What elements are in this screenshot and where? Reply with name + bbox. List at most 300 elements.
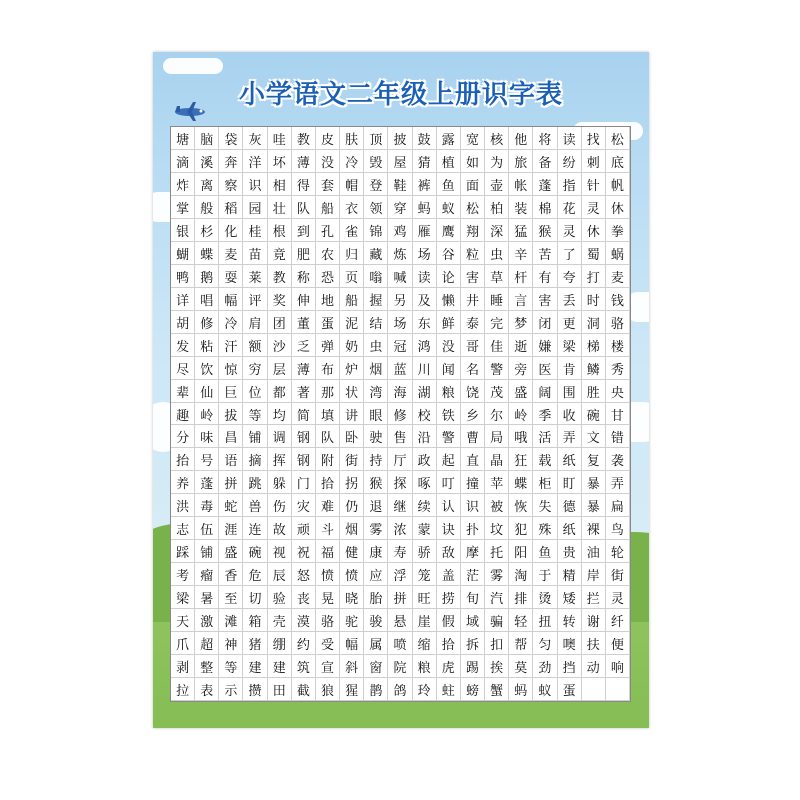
character: 场 — [417, 247, 431, 263]
character: 哇 — [272, 133, 286, 148]
character: 哥 — [465, 339, 479, 355]
character: 谷 — [441, 247, 455, 263]
character: 盛 — [224, 546, 238, 562]
character-cell — [171, 517, 195, 540]
character-cell — [171, 471, 195, 494]
character: 验 — [272, 592, 286, 608]
character: 拐 — [345, 477, 359, 493]
character-cell — [292, 196, 316, 219]
airplane-icon — [173, 100, 207, 122]
character: 厅 — [393, 454, 407, 470]
character: 驶 — [369, 431, 383, 447]
character-cell — [219, 219, 243, 242]
character-cell — [485, 403, 509, 426]
character-cell — [292, 632, 316, 655]
character-cell — [388, 357, 412, 380]
character: 伸 — [296, 293, 310, 309]
character-cell — [509, 288, 533, 311]
character-cell — [171, 311, 195, 334]
character-cell — [437, 448, 461, 471]
character-cell — [533, 403, 557, 426]
character: 岭 — [200, 408, 214, 424]
character-cell — [509, 311, 533, 334]
character: 攒 — [248, 684, 262, 700]
character: 健 — [345, 546, 359, 562]
character: 藏 — [369, 247, 383, 263]
character-cell — [388, 425, 412, 448]
character: 没 — [441, 339, 455, 355]
character-cell — [533, 540, 557, 563]
character: 校 — [417, 408, 431, 424]
character-cell — [413, 403, 437, 426]
character-cell — [485, 380, 509, 403]
character: 退 — [369, 500, 383, 516]
character-cell — [219, 632, 243, 655]
character-cell — [171, 586, 195, 609]
character: 卧 — [345, 431, 359, 447]
character: 休 — [610, 201, 624, 217]
character: 麦 — [224, 247, 238, 263]
character-cell — [340, 609, 364, 632]
character: 为 — [490, 155, 504, 171]
character-cell — [316, 448, 340, 471]
character: 蓬 — [200, 477, 214, 493]
character: 暴 — [586, 500, 600, 516]
character-cell — [388, 586, 412, 609]
character-cell — [485, 540, 509, 563]
character-cell — [606, 425, 630, 448]
character-cell — [558, 403, 582, 426]
character-cell — [461, 655, 485, 678]
character-cell — [388, 678, 412, 701]
character: 胎 — [369, 592, 383, 608]
character: 盖 — [441, 569, 455, 585]
character-cell — [364, 609, 388, 632]
character-cell — [195, 403, 219, 426]
character: 蜀 — [586, 247, 600, 263]
character: 受 — [321, 638, 335, 654]
character: 表 — [200, 684, 214, 700]
character: 至 — [224, 592, 238, 608]
character: 拳 — [610, 224, 624, 240]
character-cell — [292, 242, 316, 265]
character-cell — [292, 173, 316, 196]
character-cell — [582, 288, 606, 311]
character: 讲 — [345, 408, 359, 424]
character: 宽 — [465, 133, 479, 148]
character-cell — [243, 196, 267, 219]
character-cell — [509, 586, 533, 609]
character: 蝶 — [514, 477, 528, 493]
character: 猴 — [369, 477, 383, 493]
character-cell — [509, 448, 533, 471]
character-cell — [316, 609, 340, 632]
character-cell — [268, 471, 292, 494]
character: 街 — [345, 454, 359, 470]
character: 诀 — [441, 523, 455, 539]
character: 胜 — [586, 385, 600, 401]
character: 鸡 — [393, 224, 407, 240]
character: 暑 — [200, 592, 214, 608]
character-cell — [558, 127, 582, 150]
character-cell — [195, 357, 219, 380]
character: 修 — [200, 316, 214, 332]
poster — [153, 52, 649, 728]
character-cell — [485, 494, 509, 517]
character-cell — [558, 334, 582, 357]
character: 曹 — [465, 431, 479, 447]
character: 蒙 — [417, 523, 431, 539]
character: 肯 — [562, 362, 576, 378]
character-cell — [437, 196, 461, 219]
character-cell — [316, 563, 340, 586]
character-cell — [461, 357, 485, 380]
character: 敌 — [441, 546, 455, 562]
character: 养 — [176, 477, 190, 493]
character: 般 — [200, 201, 214, 217]
character: 那 — [321, 385, 335, 401]
character-cell — [171, 219, 195, 242]
character-cell — [243, 586, 267, 609]
character-cell — [268, 448, 292, 471]
character-cell — [606, 219, 630, 242]
character-cell — [243, 311, 267, 334]
character-cell — [606, 311, 630, 334]
character: 及 — [417, 293, 431, 309]
character-cell — [268, 609, 292, 632]
character-cell — [219, 563, 243, 586]
character: 蓝 — [393, 362, 407, 378]
character-cell — [171, 242, 195, 265]
character-cell — [388, 265, 412, 288]
character-cell — [388, 242, 412, 265]
character-cell — [388, 403, 412, 426]
character-cell — [509, 540, 533, 563]
character: 狼 — [321, 684, 335, 700]
character-cell — [388, 494, 412, 517]
character-cell — [485, 632, 509, 655]
character-grid — [170, 126, 631, 702]
character: 政 — [417, 454, 431, 470]
character-cell — [364, 219, 388, 242]
character: 阳 — [514, 546, 528, 562]
character: 雾 — [369, 523, 383, 539]
character: 松 — [465, 201, 479, 217]
character-cell — [461, 425, 485, 448]
character-cell — [171, 334, 195, 357]
character: 骆 — [321, 615, 335, 631]
character: 教 — [296, 133, 310, 148]
character-cell — [292, 494, 316, 517]
character-cell — [219, 127, 243, 150]
character: 起 — [441, 454, 455, 470]
character: 调 — [272, 431, 286, 447]
character-cell — [171, 173, 195, 196]
character-cell — [461, 242, 485, 265]
character: 切 — [248, 592, 262, 608]
character: 坏 — [272, 155, 286, 171]
character: 耍 — [224, 270, 238, 286]
character-cell — [533, 609, 557, 632]
character-cell — [364, 632, 388, 655]
character: 盯 — [562, 477, 576, 493]
character: 斜 — [345, 661, 359, 677]
character: 秀 — [610, 362, 624, 378]
character-cell — [219, 425, 243, 448]
character-cell — [606, 288, 630, 311]
character: 碗 — [586, 408, 600, 424]
character: 涯 — [224, 523, 238, 539]
character: 尽 — [176, 362, 190, 378]
character-cell — [268, 311, 292, 334]
character: 弹 — [321, 339, 335, 355]
character: 蝴 — [176, 247, 190, 263]
character: 董 — [296, 316, 310, 332]
character: 局 — [490, 431, 504, 447]
character-cell — [316, 127, 340, 150]
character-cell — [413, 173, 437, 196]
character: 帽 — [345, 178, 359, 194]
character-cell — [509, 219, 533, 242]
character-cell — [582, 127, 606, 150]
character: 溪 — [200, 155, 214, 171]
character-cell — [413, 196, 437, 219]
character: 锦 — [369, 224, 383, 240]
character: 湖 — [417, 385, 431, 401]
character: 骗 — [490, 615, 504, 631]
character: 匀 — [538, 638, 552, 654]
character: 炼 — [393, 247, 407, 263]
character: 离 — [200, 178, 214, 194]
character: 弄 — [610, 477, 624, 493]
character: 梁 — [562, 339, 576, 355]
character: 船 — [345, 293, 359, 309]
character: 领 — [369, 201, 383, 217]
character-cell — [437, 173, 461, 196]
character: 有 — [538, 270, 552, 286]
character: 继 — [393, 500, 407, 516]
character-cell — [533, 517, 557, 540]
character-cell — [606, 380, 630, 403]
character: 猜 — [417, 155, 431, 171]
character-cell — [558, 540, 582, 563]
character: 箱 — [248, 615, 262, 631]
character-cell — [219, 540, 243, 563]
character-cell — [195, 242, 219, 265]
character-cell — [509, 150, 533, 173]
character-cell — [340, 334, 364, 357]
character: 奖 — [272, 293, 286, 309]
character: 地 — [321, 293, 335, 309]
character-cell — [243, 357, 267, 380]
character: 莫 — [514, 661, 528, 677]
character-cell — [485, 150, 509, 173]
character: 整 — [200, 661, 214, 677]
character-cell — [413, 242, 437, 265]
character-cell — [340, 655, 364, 678]
character: 睡 — [490, 293, 504, 309]
character: 壶 — [490, 178, 504, 194]
character-cell — [268, 127, 292, 150]
character-cell — [316, 632, 340, 655]
character-cell — [340, 150, 364, 173]
character: 裸 — [586, 523, 600, 539]
character-cell — [268, 242, 292, 265]
character: 示 — [224, 684, 238, 700]
character-cell — [268, 517, 292, 540]
character: 袭 — [610, 454, 624, 470]
character-cell — [413, 150, 437, 173]
character: 帮 — [514, 638, 528, 654]
character: 肩 — [248, 316, 262, 332]
character-cell — [292, 563, 316, 586]
character-cell — [606, 127, 630, 150]
character: 帆 — [610, 178, 624, 194]
character-cell — [582, 586, 606, 609]
character-cell — [606, 494, 630, 517]
character-cell — [582, 219, 606, 242]
character-cell — [533, 173, 557, 196]
character: 鸿 — [417, 339, 431, 355]
character: 猩 — [345, 684, 359, 700]
character: 语 — [224, 454, 238, 470]
character: 碗 — [248, 546, 262, 562]
character-cell — [606, 150, 630, 173]
character: 建 — [248, 661, 262, 677]
character: 悬 — [393, 615, 407, 631]
character-cell — [316, 517, 340, 540]
character: 矮 — [562, 592, 576, 608]
character: 轮 — [610, 546, 624, 562]
character-cell — [461, 196, 485, 219]
character-cell — [533, 632, 557, 655]
character: 钢 — [296, 431, 310, 447]
character: 洞 — [586, 316, 600, 332]
character-cell — [292, 448, 316, 471]
character-cell — [437, 655, 461, 678]
character-cell — [364, 265, 388, 288]
character: 猛 — [514, 224, 528, 240]
character-cell — [268, 150, 292, 173]
character: 脑 — [200, 133, 214, 148]
character: 昌 — [224, 431, 238, 447]
character: 找 — [586, 133, 600, 148]
character-cell — [219, 609, 243, 632]
character: 鞋 — [393, 178, 407, 194]
character: 宣 — [321, 661, 335, 677]
character: 瘤 — [200, 569, 214, 585]
character: 认 — [441, 500, 455, 516]
character-cell — [437, 403, 461, 426]
character: 柏 — [490, 201, 504, 217]
character-cell — [243, 403, 267, 426]
character: 套 — [321, 178, 335, 194]
character: 沙 — [272, 339, 286, 355]
character: 拆 — [465, 638, 479, 654]
character-cell — [292, 219, 316, 242]
character: 淘 — [514, 569, 528, 585]
character: 乡 — [465, 408, 479, 424]
character: 号 — [200, 454, 214, 470]
character: 躲 — [272, 477, 286, 493]
character: 蟹 — [490, 684, 504, 700]
character: 洋 — [248, 155, 262, 171]
character: 喷 — [393, 638, 407, 654]
character-cell — [582, 242, 606, 265]
character: 蛋 — [562, 684, 576, 700]
character: 核 — [490, 133, 504, 148]
character-cell — [388, 150, 412, 173]
character: 辛 — [514, 247, 528, 263]
character: 旬 — [465, 592, 479, 608]
character: 捞 — [441, 592, 455, 608]
character-cell — [292, 403, 316, 426]
character: 佳 — [490, 339, 504, 355]
character-cell — [413, 563, 437, 586]
character: 探 — [393, 477, 407, 493]
character-cell — [388, 311, 412, 334]
character: 叮 — [441, 477, 455, 493]
character: 化 — [224, 224, 238, 240]
character: 草 — [490, 270, 504, 286]
character-cell — [461, 471, 485, 494]
character-cell — [219, 357, 243, 380]
character: 晓 — [345, 592, 359, 608]
character: 铁 — [441, 408, 455, 424]
character: 著 — [296, 385, 310, 401]
character: 季 — [538, 408, 552, 424]
character: 层 — [272, 362, 286, 378]
character-cell — [558, 173, 582, 196]
character-cell — [340, 563, 364, 586]
character: 阔 — [538, 385, 552, 401]
character: 恢 — [514, 500, 528, 516]
character: 坟 — [490, 523, 504, 539]
character-cell — [268, 563, 292, 586]
character: 衣 — [345, 201, 359, 217]
character: 蛋 — [321, 316, 335, 332]
character-cell — [364, 655, 388, 678]
character-cell — [195, 150, 219, 173]
character: 称 — [296, 270, 310, 286]
character-cell — [292, 334, 316, 357]
character-cell — [437, 380, 461, 403]
character-cell — [340, 357, 364, 380]
character-cell — [171, 357, 195, 380]
character: 针 — [586, 178, 600, 194]
character: 载 — [538, 454, 552, 470]
character-cell — [509, 494, 533, 517]
character: 乏 — [296, 339, 310, 355]
character: 都 — [272, 385, 286, 401]
character: 泰 — [465, 316, 479, 332]
character-cell — [219, 288, 243, 311]
character-cell — [533, 150, 557, 173]
character-cell — [243, 563, 267, 586]
character-cell — [509, 127, 533, 150]
character: 丧 — [296, 592, 310, 608]
character-cell — [437, 334, 461, 357]
character: 柜 — [538, 477, 552, 493]
character: 截 — [296, 684, 310, 700]
character-cell — [606, 448, 630, 471]
character-cell — [195, 517, 219, 540]
character-cell — [364, 242, 388, 265]
character-cell — [388, 471, 412, 494]
character-cell — [292, 380, 316, 403]
character-cell — [292, 609, 316, 632]
character: 伍 — [200, 523, 214, 539]
